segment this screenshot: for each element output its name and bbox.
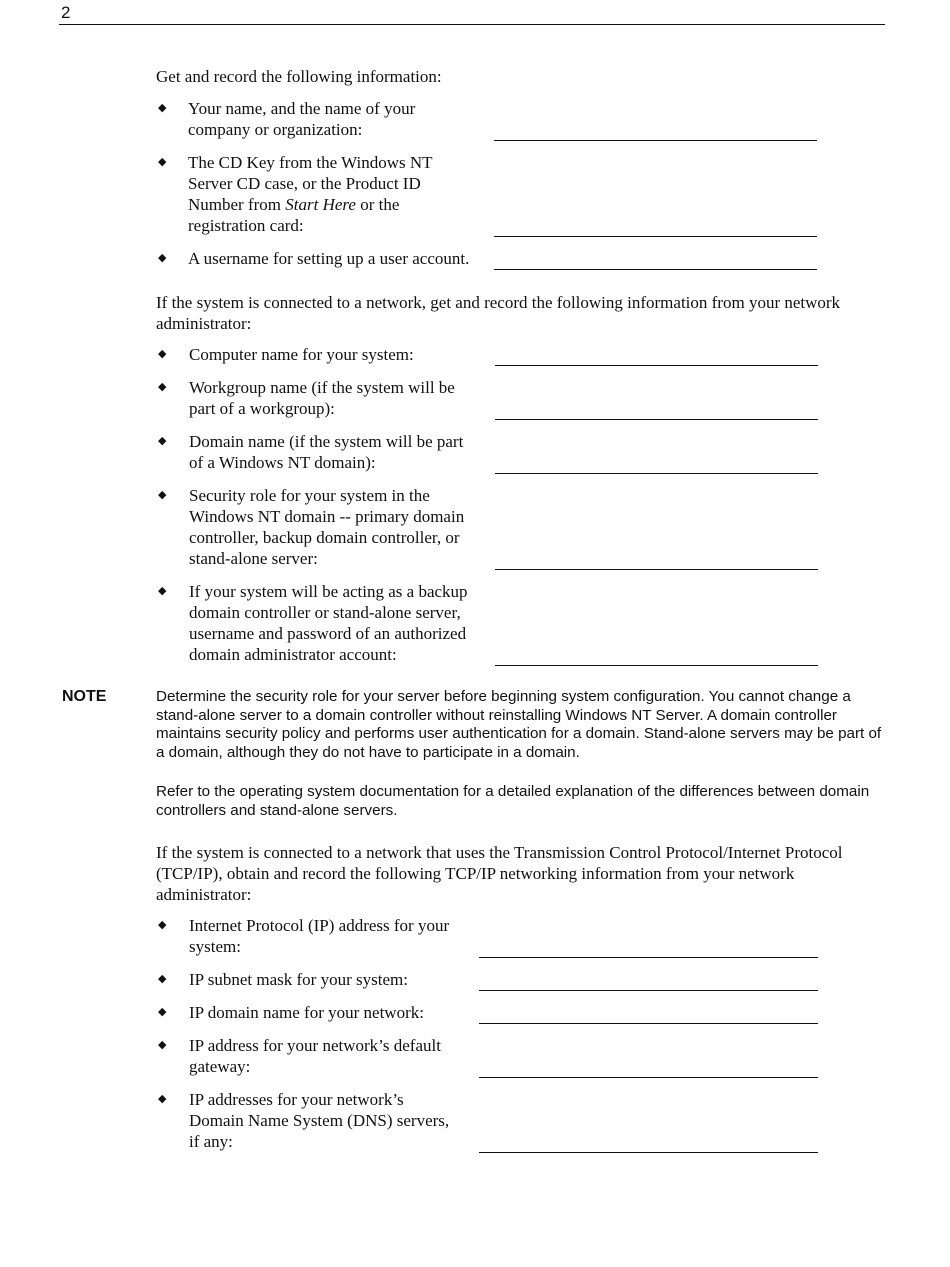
item-label: IP address for your network’s default gateway: [189, 1036, 441, 1076]
item-label: Computer name for your system: [189, 345, 414, 364]
header-rule [59, 24, 885, 25]
answer-blank[interactable] [479, 1023, 818, 1024]
bullet-icon: ◆ [158, 585, 167, 597]
item-label: IP subnet mask for your system: [189, 970, 408, 989]
item-label: IP domain name for your network: [189, 1003, 424, 1022]
item-label: Domain name (if the system will be part of a Windows NT domain): [189, 432, 464, 472]
start-here-emphasis: Start Here [285, 195, 356, 214]
page-number: 2 [61, 3, 71, 22]
item-label: Internet Protocol (IP) address for your system: [189, 916, 450, 956]
bullet-icon: ◆ [158, 1039, 167, 1051]
bullet-icon: ◆ [158, 1006, 167, 1018]
bullet-icon: ◆ [158, 489, 167, 501]
answer-blank[interactable] [495, 473, 818, 474]
section1-intro: Get and record the following information: [156, 67, 442, 86]
bullet-icon: ◆ [158, 435, 167, 447]
item-label: The CD Key from the Windows NT Server CD case, or the Product ID Number from Start Here or the registration card: [188, 153, 433, 235]
note-paragraph: Determine the security role for your server before beginning system configuration. You cannot change a stand-alone server to a domain controller without reinstalling Windows NT Server. A domain controller maintains security policy and performs user authentication for a domain. Stand-alone servers may be part of a domain, although they do not have to participate in a domain. [156, 688, 882, 762]
answer-blank[interactable] [479, 1077, 818, 1078]
answer-blank[interactable] [479, 957, 818, 958]
bullet-icon: ◆ [158, 156, 167, 168]
answer-blank[interactable] [495, 365, 818, 366]
answer-blank[interactable] [495, 419, 818, 420]
note-paragraph: Refer to the operating system documentation for a detailed explanation of the differences between domain controllers and stand-alone servers. [156, 783, 870, 819]
item-label: A username for setting up a user account. [188, 249, 470, 268]
item-label: Workgroup name (if the system will be part of a workgroup): [189, 378, 455, 418]
bullet-icon: ◆ [158, 973, 167, 985]
bullet-icon: ◆ [158, 348, 167, 360]
bullet-icon: ◆ [158, 1093, 167, 1105]
answer-blank[interactable] [495, 665, 818, 666]
item-label: Your name, and the name of your company or organization: [188, 99, 416, 139]
bullet-icon: ◆ [158, 381, 167, 393]
answer-blank[interactable] [479, 990, 818, 991]
answer-blank[interactable] [494, 140, 817, 141]
note-label: NOTE [62, 688, 107, 705]
bullet-icon: ◆ [158, 919, 167, 931]
answer-blank[interactable] [494, 236, 817, 237]
answer-blank[interactable] [495, 569, 818, 570]
section2-intro: If the system is connected to a network, get and record the following information from your network administrator: [156, 293, 841, 333]
bullet-icon: ◆ [158, 252, 167, 264]
answer-blank[interactable] [479, 1152, 818, 1153]
section3-intro: If the system is connected to a network that uses the Transmission Control Protocol/Internet Protocol (TCP/IP), obtain and record the following TCP/IP networking information from your network administrator: [156, 843, 843, 904]
item-label: IP addresses for your network’s Domain Name System (DNS) servers, if any: [189, 1090, 450, 1151]
bullet-icon: ◆ [158, 102, 167, 114]
answer-blank[interactable] [494, 269, 817, 270]
item-label: Security role for your system in the Windows NT domain -- primary domain controller, backup domain controller, or stand-alone server: [189, 486, 465, 568]
item-label: If your system will be acting as a backup domain controller or stand-alone server, username and password of an authorized domain administrator account: [189, 582, 468, 664]
